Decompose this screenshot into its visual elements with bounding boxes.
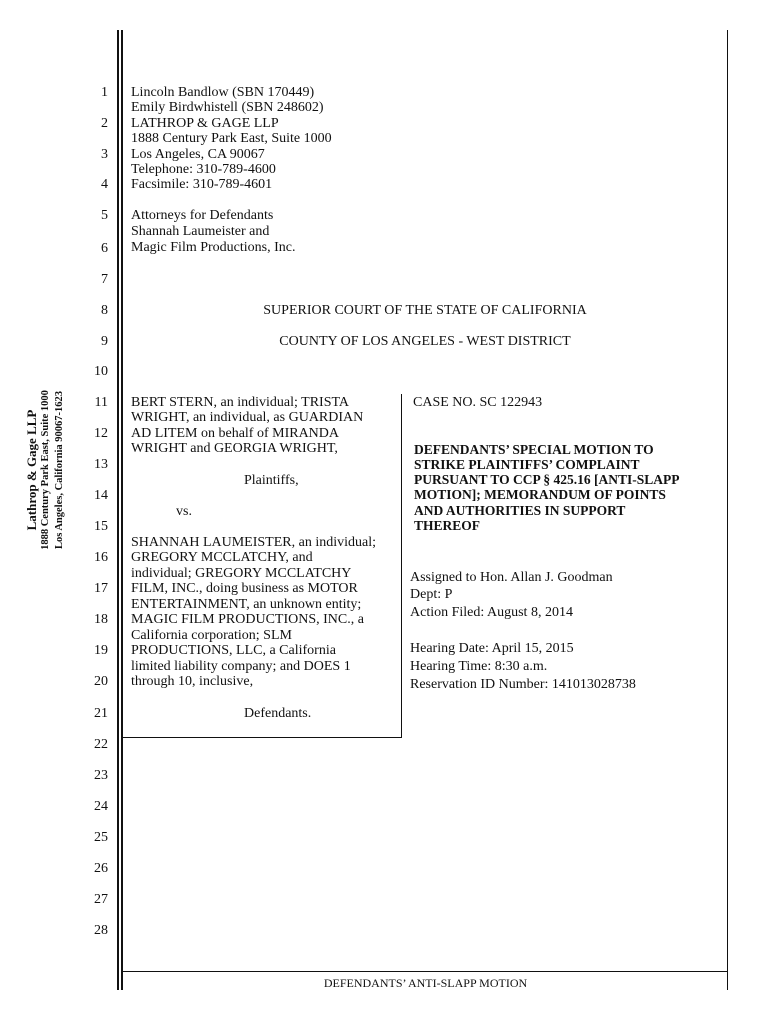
line-number: 11: [94, 395, 108, 410]
side-firm-city: Los Angeles, California 90067-1623: [54, 390, 65, 550]
defendants-line: PRODUCTIONS, LLC, a California: [131, 643, 336, 658]
side-firm-address: 1888 Century Park East, Suite 1000: [40, 390, 51, 550]
hearing-line: Hearing Date: April 15, 2015: [410, 641, 574, 656]
plaintiffs-line: AD LITEM on behalf of MIRANDA: [131, 426, 340, 441]
line-number: 6: [101, 241, 108, 256]
line-number: 7: [101, 272, 108, 287]
motion-title-line: DEFENDANTS’ SPECIAL MOTION TO: [414, 442, 654, 457]
defendants-label: Defendants.: [244, 706, 312, 721]
line-number: 13: [94, 457, 108, 472]
line-number: 8: [101, 303, 108, 318]
line-number: 22: [94, 737, 108, 752]
line-number: 26: [94, 861, 108, 876]
attorney-line: Telephone: 310-789-4600: [131, 162, 276, 177]
line-number: 5: [101, 208, 108, 223]
hearing-line: Reservation ID Number: 141013028738: [410, 677, 636, 692]
plaintiffs-line: WRIGHT, an individual, as GUARDIAN: [131, 410, 364, 425]
line-number: 28: [94, 923, 108, 938]
line-number: 23: [94, 768, 108, 783]
hearing-line: Hearing Time: 8:30 a.m.: [410, 659, 548, 674]
line-number: 19: [94, 643, 108, 658]
line-number: 9: [101, 334, 108, 349]
attorney-line: Los Angeles, CA 90067: [131, 147, 265, 162]
attorney-line: LATHROP & GAGE LLP: [131, 116, 279, 131]
motion-title-line: THEREOF: [414, 518, 481, 533]
left-margin-rule-inner: [121, 30, 123, 990]
defendants-line: MAGIC FILM PRODUCTIONS, INC., a: [131, 612, 364, 627]
attorney-line: 1888 Century Park East, Suite 1000: [131, 131, 332, 146]
caption-bottom-rule: [123, 737, 402, 738]
footer-rule: [123, 971, 728, 972]
line-number: 16: [94, 550, 108, 565]
defendants-line: limited liability company; and DOES 1: [131, 659, 351, 674]
line-number: 25: [94, 830, 108, 845]
line-number: 4: [101, 177, 108, 192]
line-number: 3: [101, 147, 108, 162]
motion-title-line: MOTION]; MEMORANDUM OF POINTS: [414, 487, 666, 502]
line-number: 15: [94, 519, 108, 534]
attorneys-for-line: Attorneys for Defendants: [131, 208, 274, 223]
line-number: 10: [94, 364, 108, 379]
line-number: 27: [94, 892, 108, 907]
line-number: 14: [94, 488, 108, 503]
line-number: 24: [94, 799, 108, 814]
attorney-line: Lincoln Bandlow (SBN 170449): [131, 85, 315, 100]
court-name: SUPERIOR COURT OF THE STATE OF CALIFORNIA: [263, 303, 587, 318]
defendants-line: SHANNAH LAUMEISTER, an individual;: [131, 535, 376, 550]
footer-title: DEFENDANTS’ ANTI-SLAPP MOTION: [323, 976, 528, 990]
motion-title-line: PURSUANT TO CCP § 425.16 [ANTI-SLAPP: [414, 472, 680, 487]
assignment-line: Assigned to Hon. Allan J. Goodman: [410, 570, 613, 585]
line-number: 1: [101, 85, 108, 100]
line-number: 2: [101, 116, 108, 131]
defendants-line: California corporation; SLM: [131, 628, 292, 643]
defendants-line: GREGORY MCCLATCHY, and: [131, 550, 313, 565]
case-number: CASE NO. SC 122943: [413, 395, 543, 410]
attorneys-for-line: Shannah Laumeister and: [131, 224, 270, 239]
motion-title-line: STRIKE PLAINTIFFS’ COMPLAINT: [414, 457, 640, 472]
plaintiffs-label: Plaintiffs,: [244, 473, 299, 488]
line-number: 12: [94, 426, 108, 441]
line-number: 20: [94, 674, 108, 689]
attorney-line: Facsimile: 310-789-4601: [131, 177, 273, 192]
defendants-line: individual; GREGORY MCCLATCHY: [131, 566, 352, 581]
assignment-line: Dept: P: [410, 587, 453, 602]
caption-vertical-divider: [401, 394, 402, 738]
attorneys-for-line: Magic Film Productions, Inc.: [131, 240, 296, 255]
line-number: 18: [94, 612, 108, 627]
line-number: 21: [94, 706, 108, 721]
court-county: COUNTY OF LOS ANGELES - WEST DISTRICT: [279, 334, 571, 349]
left-margin-rule-outer: [117, 30, 119, 990]
line-number: 17: [94, 581, 108, 596]
plaintiffs-line: BERT STERN, an individual; TRISTA: [131, 395, 350, 410]
right-margin-rule: [727, 30, 728, 990]
motion-title-line: AND AUTHORITIES IN SUPPORT: [414, 503, 626, 518]
side-firm-name: Lathrop & Gage LLP: [24, 409, 39, 531]
defendants-line: FILM, INC., doing business as MOTOR: [131, 581, 358, 596]
versus-label: vs.: [176, 504, 192, 519]
plaintiffs-line: WRIGHT and GEORGIA WRIGHT,: [131, 441, 338, 456]
defendants-line: through 10, inclusive,: [131, 674, 254, 689]
assignment-line: Action Filed: August 8, 2014: [410, 605, 573, 620]
attorney-line: Emily Birdwhistell (SBN 248602): [131, 100, 324, 115]
defendants-line: ENTERTAINMENT, an unknown entity;: [131, 597, 362, 612]
